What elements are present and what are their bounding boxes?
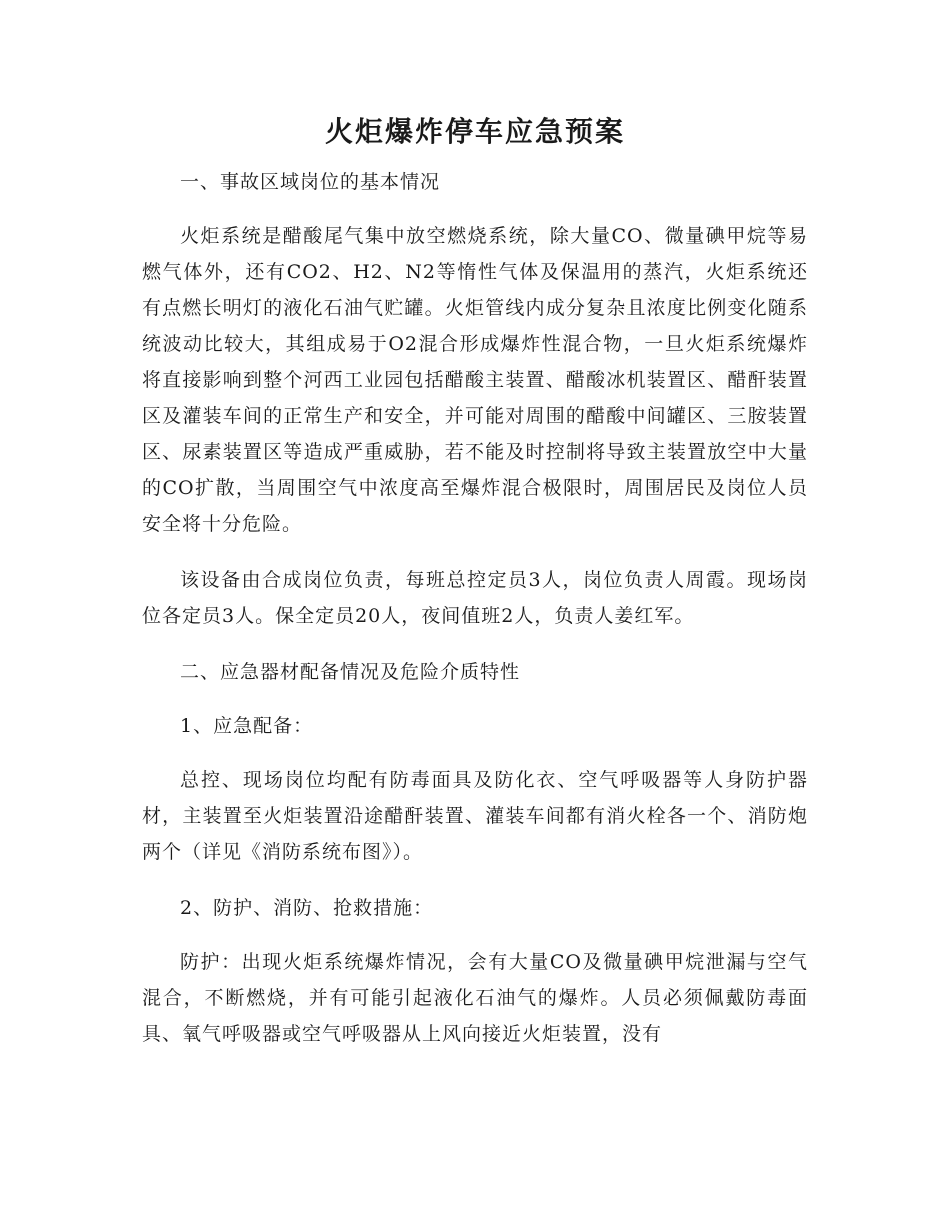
- section-heading-2: 二、应急器材配备情况及危险介质特性: [180, 661, 521, 683]
- subsection-heading-equipment: 1、应急配备：: [180, 715, 314, 737]
- section-heading-1: 一、事故区域岗位的基本情况: [180, 171, 441, 193]
- document-title: 火炬爆炸停车应急预案: [324, 115, 625, 148]
- paragraph-protection: 防护：出现火炬系统爆炸情况，会有大量CO及微量碘甲烷泄漏与空气混合，不断燃烧，并有可能引起液化石油气的爆炸。人员必须佩戴防毒面具、氧气呼吸器或空气呼吸器从上风向接近火炬装置，没有: [142, 951, 808, 1045]
- paragraph-basic-situation: 火炬系统是醋酸尾气集中放空燃烧系统，除大量CO、微量碘甲烷等易燃气体外，还有CO2、H2、N2等惰性气体及保温用的蒸汽，火炬系统还有点燃长明灯的液化石油气贮罐。火炬管线内成分复杂且浓度比例变化随系统波动比较大，其组成易于O2混合形成爆炸性混合物，一旦火炬系统爆炸将直接影响到整个河西工业园包括醋酸主装置、醋酸冰机装置区、醋酐装置区及灌装车间的正常生产和安全，并可能对周围的醋酸中间罐区、三胺装置区、尿素装置区等造成严重威胁，若不能及时控制将导致主装置放空中大量的CO扩散，当周围空气中浓度高至爆炸混合极限时，周围居民及岗位人员安全将十分危险。: [142, 225, 808, 535]
- subsection-heading-measures: 2、防护、消防、抢救措施：: [180, 897, 434, 919]
- paragraph-equipment: 总控、现场岗位均配有防毒面具及防化衣、空气呼吸器等人身防护器材，主装置至火炬装置沿途醋酐装置、灌装车间都有消火栓各一个、消防炮两个（详见《消防系统布图》）。: [142, 769, 808, 863]
- document-body: [142, 164, 808, 1072]
- paragraph-staffing: 该设备由合成岗位负责，每班总控定员3人，岗位负责人周霞。现场岗位各定员3人。保全定员20人，夜间值班2人，负责人姜红军。: [142, 569, 808, 627]
